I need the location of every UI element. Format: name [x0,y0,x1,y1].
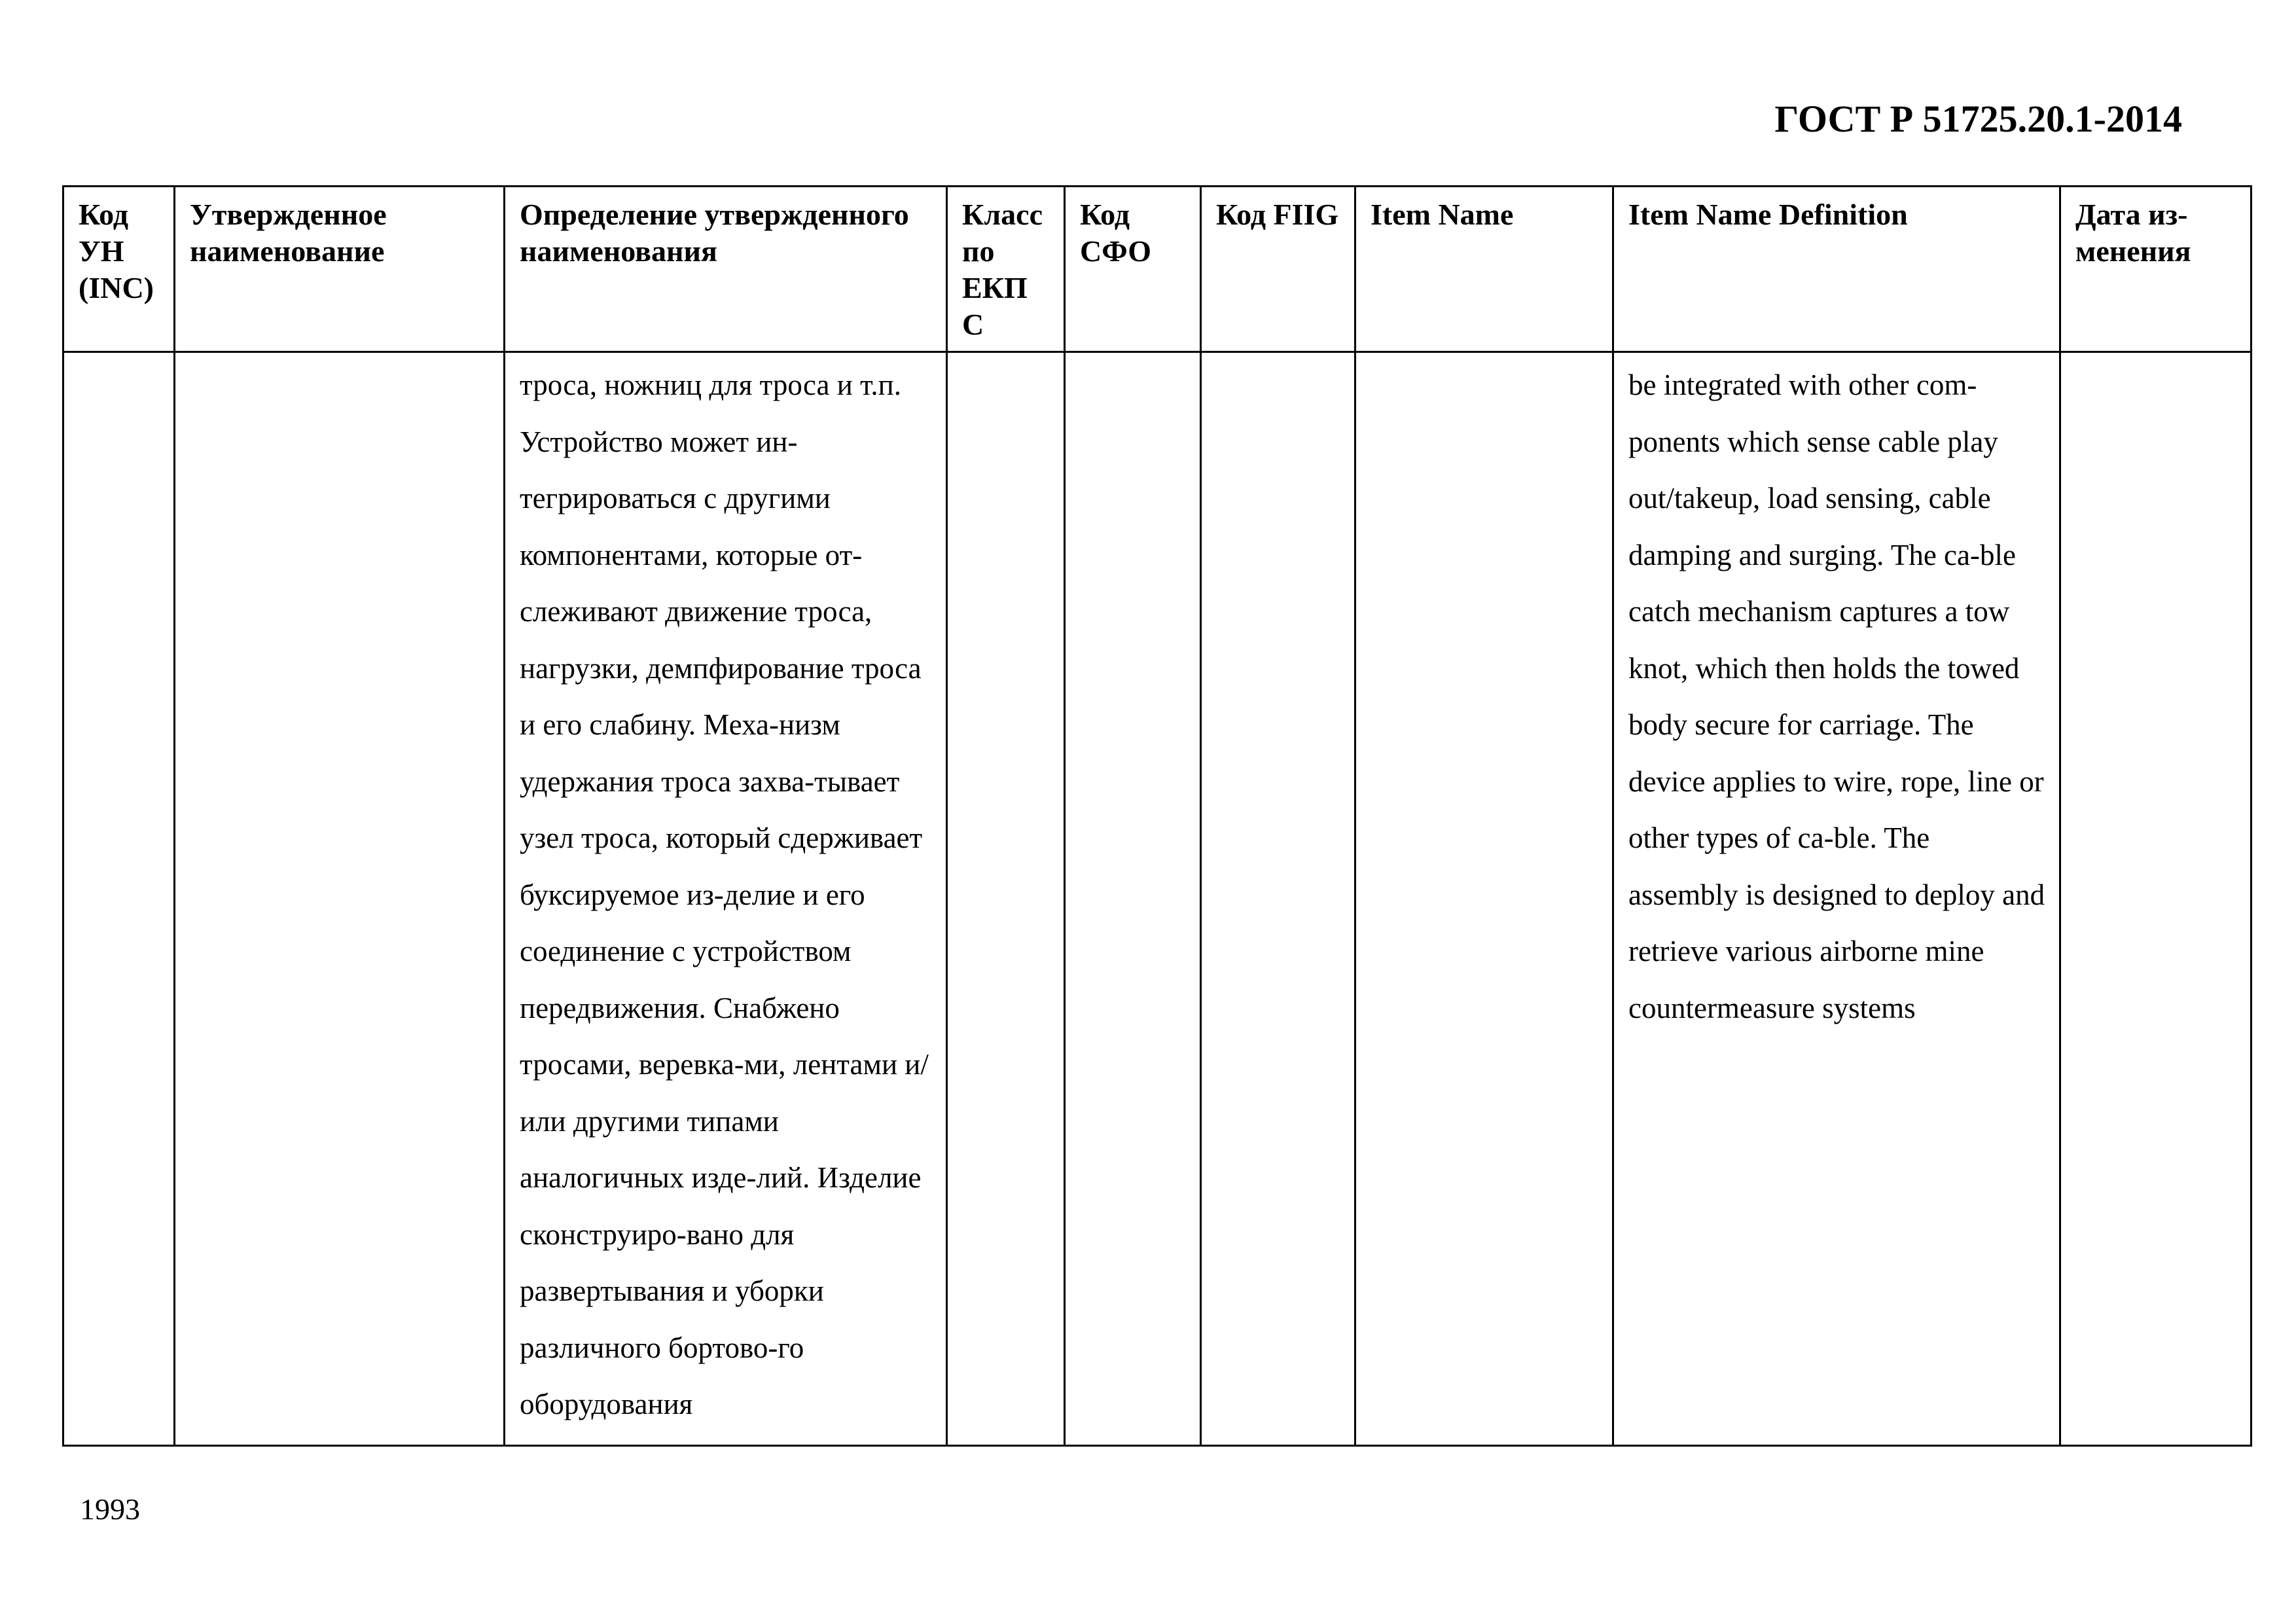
header-item-name: Item Name [1355,187,1613,352]
header-definition-ru: Определение утвержденного наименования [505,187,947,352]
cell-item-name-definition: be integrated with other com-ponents which sense cable play out/takeup, load sensing, cable damping and surging. The ca-ble catch mechanism captures a tow knot, which then holds the towed body secure for carriage. The device applies to wire, rope, line or other types of ca-ble. The assembly is designed to deploy and retrieve various airborne mine countermeasure systems [1613,352,2060,1446]
classifier-table [62,185,2252,1447]
header-item-name-definition: Item Name Definition [1613,187,2060,352]
header-class-ekp: Класс по ЕКП С [947,187,1065,352]
header-change-date: Дата из-менения [2060,187,2251,352]
cell-sfo-code [1065,352,1201,1446]
cell-inc-code [63,352,175,1446]
header-fiig-code: Код FIIG [1201,187,1355,352]
table-header-row [63,187,2251,352]
table-row [63,352,2251,1446]
cell-definition-ru: троса, ножниц для троса и т.п. Устройство может ин-тегрироваться с другими компонентами, которые от-слеживают движение троса, нагрузки, демпфирование троса и его слабину. Меха-низм удержания троса захва-тывает узел троса, который сдерживает буксируемое из-делие и его соединение с устройством передвижения. Снабжено тросами, веревка-ми, лентами и/или другими типами аналогичных изде-лий. Изделие сконструиро-вано для развертывания и уборки различного бортово-го оборудования [505,352,947,1446]
document-standard-code: ГОСТ Р 51725.20.1-2014 [1774,98,2182,140]
cell-change-date [2060,352,2251,1446]
cell-class-ekp [947,352,1065,1446]
cell-approved-name [175,352,505,1446]
cell-item-name [1355,352,1613,1446]
cell-fiig-code [1201,352,1355,1446]
header-inc-code: Код УН (INC) [63,187,175,352]
header-sfo-code: Код СФО [1065,187,1201,352]
header-approved-name: Утвержденное наименование [175,187,505,352]
page-number: 1993 [80,1492,140,1526]
